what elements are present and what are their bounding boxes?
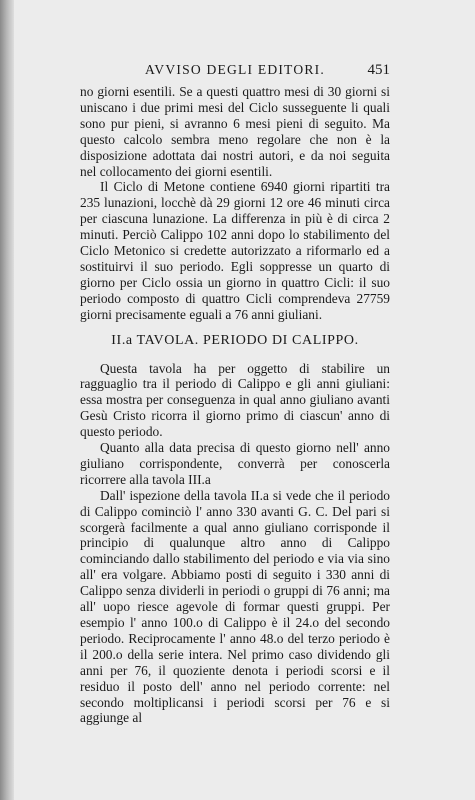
page-gutter-shadow xyxy=(0,0,14,800)
paragraph-data-precisa: Quanto alla data precisa di questo giorno nell' anno giuliano corrispondente, converrà per conoscerla ricorrere alla tavola III.a xyxy=(80,440,390,487)
paragraph-metone: Il Ciclo di Metone contiene 6940 giorni ripartiti tra 235 lunazioni, locchè dà 29 giorni 12 ore 46 minuti circa per ciascuna lunazione. La differenza in più è di circa 2 minuti. Perciò Calippo 102 anni dopo lo stabilimento del Ciclo Metonico si credette autorizzato a riformarlo ed a sostituirvi il suo periodo. Egli soppresse un quarto di giorno per Ciclo ossia un giorno in quattro Cicli: il suo periodo composto di quattro Cicli comprendeva 27759 giorni precisamente eguali a 76 anni giuliani. xyxy=(80,179,390,322)
page-number: 451 xyxy=(367,62,390,78)
running-head: AVVISO DEGLI EDITORI. xyxy=(145,62,325,77)
section-heading: II.a TAVOLA. PERIODO DI CALIPPO. xyxy=(111,332,359,348)
text-column xyxy=(80,62,390,726)
paragraph-ispezione: Dall' ispezione della tavola II.a si vede che il periodo di Calippo cominciò l' anno 330 avanti G. C. Del pari si scorgerà facilmente a qual anno giuliano corrisponde il principio di qualunque altro anno di Calippo cominciando dallo stabilimento del periodo e via via sino all' era volgare. Abbiamo posti di seguito i 330 anni di Calippo senza dividerli in periodi o gruppi di 76 anni; ma all' uopo riesce agevole di formar questi gruppi. Per esempio l' anno 100.o di Calippo è il 24.o del secondo periodo. Reciprocamente l' anno 48.o del terzo periodo è il 200.o della serie intera. Nel primo caso dividendo gli anni per 76, il quoziente denota i periodi scorsi e il residuo il posto dell' anno nel periodo corrente: nel secondo moltiplicansi i periodi scorsi per 76 e si aggiunge al xyxy=(80,487,390,726)
paragraph-continuation: no giorni esentili. Se a questi quattro mesi di 30 giorni si uniscano i due primi mesi del Ciclo susseguente li quali sono pur pieni, si avranno 6 mesi pieni di seguito. Ma questo calcolo sembra meno regolare che non è la disposizione adottata dai nostri autori, e da noi seguita nel collocamento dei giorni esentili. xyxy=(80,84,390,179)
paragraph-tavola-purpose: Questa tavola ha per oggetto di stabilire un ragguaglio tra il periodo di Calippo e gli anni giuliani: essa mostra per conseguenza in qual anno giuliano avanti Gesù Cristo ricorra il giorno primo di ciascun' anno di questo periodo. xyxy=(80,360,390,440)
page-header xyxy=(80,62,390,80)
